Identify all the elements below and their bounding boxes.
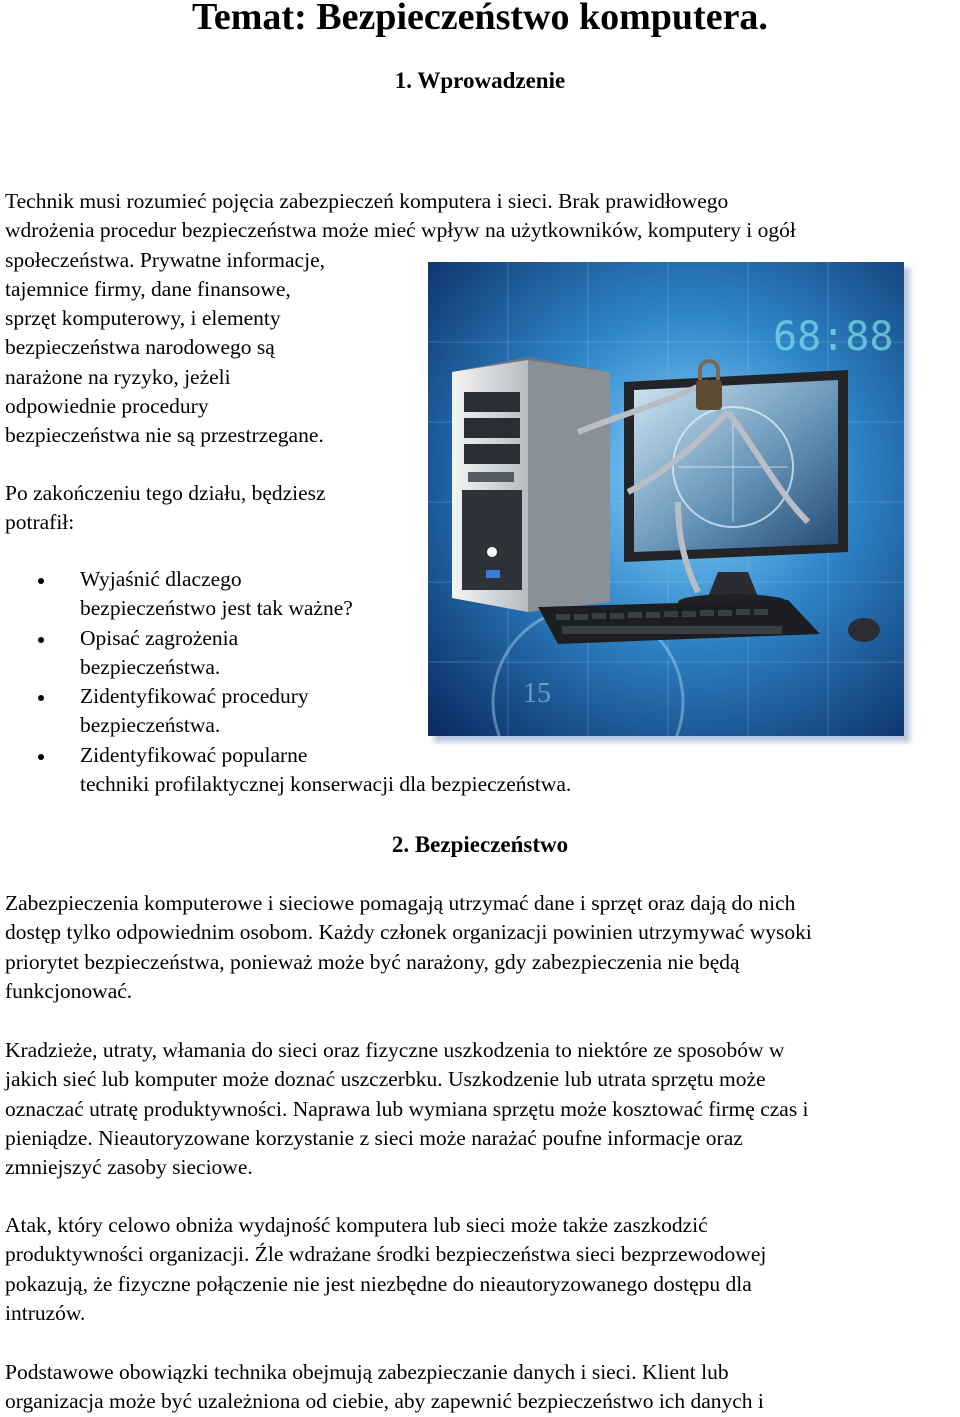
text-line: Po zakończeniu tego działu, będziesz [5, 481, 326, 505]
text-line: bezpieczeństwa nie są przestrzegane. [5, 423, 324, 448]
bullet-icon [38, 578, 44, 584]
list-item-line: bezpieczeństwa. [80, 713, 221, 738]
text-line: intruzów. [5, 1300, 86, 1325]
security-paragraph-3 [5, 1211, 955, 1328]
list-item-line: bezpieczeństwo jest tak ważne? [80, 596, 353, 621]
text-line: narażone na ryzyko, jeżeli [5, 364, 231, 389]
text-line: zmniejszyć zasoby sieciowe. [5, 1155, 253, 1180]
list-item-line: Wyjaśnić dlaczego [80, 567, 242, 591]
text-line: priorytet bezpieczeństwa, ponieważ może być narażony, gdy zabezpieczenia nie będą [5, 949, 740, 974]
security-paragraph-1 [5, 889, 955, 1006]
text-line: Zabezpieczenia komputerowe i sieciowe pomagają utrzymać dane i sprzęt oraz dają do nich [5, 891, 796, 915]
text-line: jakich sieć lub komputer może doznać uszczerbku. Uszkodzenie lub utrata sprzętu może [5, 1067, 766, 1092]
bullet-icon [38, 637, 44, 643]
text-line: sprzęt komputerowy, i elementy [5, 306, 281, 331]
text-line: potrafił: [5, 510, 75, 535]
page-title: Temat: Bezpieczeństwo komputera. [192, 0, 768, 38]
outcomes-intro [5, 479, 405, 538]
computer-tower [452, 357, 610, 612]
text-line: Atak, który celowo obniża wydajność komputera lub sieci może także zaszkodzić [5, 1213, 708, 1237]
dial-digits: 15 [523, 678, 551, 709]
text-line: tajemnice firmy, dane finansowe, [5, 276, 291, 301]
section-heading-security: 2. Bezpieczeństwo [391, 832, 569, 857]
text-line: Technik musi rozumieć pojęcia zabezpieczeń komputera i sieci. Brak prawidłowego [5, 189, 729, 213]
list-item-line: Opisać zagrożenia [80, 625, 239, 650]
list-item-line: Zidentyfikować procedury [80, 684, 309, 709]
text-line: Podstawowe obowiązki technika obejmują zabezpieczanie danych i sieci. Klient lub [5, 1360, 729, 1384]
section-heading-introduction: 1. Wprowadzenie [394, 68, 566, 93]
security-paragraph-4 [5, 1358, 955, 1417]
list-item-line: techniki profilaktycznej konserwacji dla bezpieczeństwa. [80, 772, 572, 797]
computer-security-illustration [428, 262, 904, 736]
security-paragraph-2 [5, 1036, 955, 1182]
bullet-icon [38, 754, 44, 760]
text-line: produktywności organizacji. Źle wdrażane środki bezpieczeństwa sieci bezprzewodowej [5, 1242, 767, 1267]
text-line: wdrożenia procedur bezpieczeństwa może mieć wpływ na użytkowników, komputery i ogół [5, 218, 796, 243]
list-item-line: bezpieczeństwa. [80, 654, 221, 679]
text-line: odpowiednie procedury [5, 394, 209, 419]
text-line: społeczeństwa. Prywatne informacje, [5, 247, 325, 272]
digital-clock: 68:88 [773, 314, 894, 360]
padlock-icon [696, 380, 722, 410]
list-item [0, 741, 571, 800]
text-line: oznaczać utratę produktywności. Naprawa lub wymiana sprzętu może kosztować firmę czas i [5, 1096, 809, 1121]
bullet-icon [38, 695, 44, 701]
text-line: organizacja może być uzależniona od ciebie, aby zapewnić bezpieczeństwo ich danych i [5, 1389, 764, 1414]
mouse [848, 618, 880, 642]
text-line: Kradzieże, utraty, włamania do sieci oraz fizyczne uszkodzenia to niektóre ze sposobów w [5, 1038, 785, 1062]
text-line: pieniądze. Nieautoryzowane korzystanie z sieci może narażać poufne informacje oraz [5, 1125, 743, 1150]
text-line: bezpieczeństwa narodowego są [5, 335, 275, 360]
text-line: dostęp tylko odpowiednim osobom. Każdy członek organizacji powinien utrzymywać wysoki [5, 920, 812, 945]
text-line: pokazują, że fizyczne połączenie nie jest niezbędne do nieautoryzowanego dostępu dla [5, 1271, 752, 1296]
text-line: funkcjonować. [5, 978, 133, 1003]
list-item-line: Zidentyfikować popularne [80, 742, 308, 767]
